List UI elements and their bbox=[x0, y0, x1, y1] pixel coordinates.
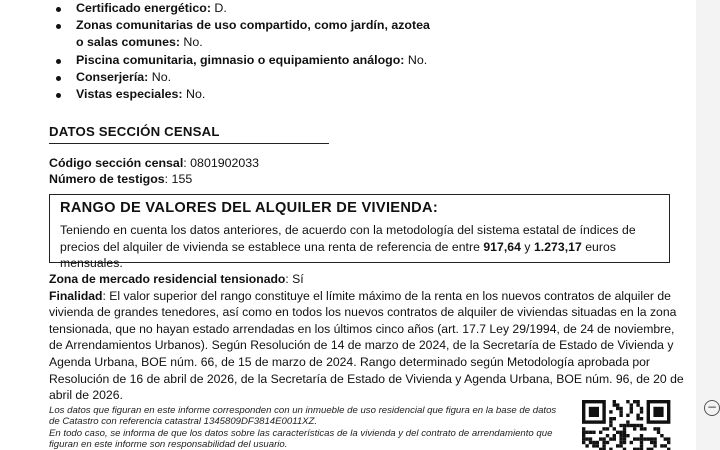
feature-label: Certificado energético: bbox=[76, 1, 211, 15]
qr-code-icon bbox=[582, 400, 672, 450]
list-item bbox=[56, 69, 436, 86]
census-data bbox=[49, 155, 259, 187]
footnote bbox=[49, 405, 569, 450]
purpose-text: : El valor superior del rango constituye el límite máximo de la renta en los nuevos contratos de alquiler de vivienda de grandes tenedores, así como en todos los nuevos contratos de alquiler de viviendas situadas en la zona tensionada, que no hayan estado arrendadas en los últimos cinco años (art. 17.7 Ley 29/1994, de 24 de noviembre, de Arrendamientos Urbanos). Según Resolución de 14 de marzo de 2024, de la Secretaría de Estado de Vivienda y Agenda Urbana, BOE núm. 66, de 15 de marzo de 2024. Rango determinado según Metodología aprobada por Resolución de 16 de abril de 2026, de la Secretaría de Estado de Vivienda y Agenda Urbana, BOE núm. 96, de 20 de abril de 2026. bbox=[49, 288, 684, 403]
rent-range-text-after: euros mensuales. bbox=[60, 239, 616, 271]
feature-label: Conserjería: bbox=[76, 69, 149, 84]
census-section-heading: DATOS SECCIÓN CENSAL bbox=[49, 124, 329, 144]
list-item bbox=[56, 52, 436, 69]
census-code-row bbox=[49, 155, 259, 171]
witnesses-row bbox=[49, 171, 259, 187]
market-section bbox=[49, 271, 689, 404]
witnesses-value: : 155 bbox=[164, 172, 193, 186]
census-code-value: : 0801902033 bbox=[183, 156, 260, 170]
tensioned-zone-label: Zona de mercado residencial tensionado bbox=[49, 272, 286, 286]
rent-range-text-middle: y bbox=[520, 239, 534, 254]
footnote-line-1: Los datos que figuran en este informe corresponden con un inmueble de uso residencial que figura en la base de datos de Catastro con referencia catastral 1345809DF3814E0011XZ. bbox=[49, 405, 557, 428]
census-code-label: Código sección censal bbox=[49, 156, 184, 170]
witnesses-label: Número de testigos bbox=[49, 172, 165, 186]
footnote-line-2: En todo caso, se informa de que los datos sobre las características de la vivienda y del contrato de arrendamiento que figuran en este informe son responsabilidad del usuario. bbox=[49, 427, 553, 450]
list-item bbox=[56, 17, 436, 51]
rent-range-title: RANGO DE VALORES DEL ALQUILER DE VIVIENDA: bbox=[60, 200, 439, 216]
feature-value: No. bbox=[404, 52, 428, 67]
list-item bbox=[56, 86, 436, 103]
rent-range-text-before: Teniendo en cuenta los datos anteriores, de acuerdo con la metodología del sistema estatal de índices de precios del alquiler de vivienda se establece una renta de referencia de entre bbox=[60, 223, 636, 254]
rent-max-value: 1.273,17 bbox=[533, 239, 582, 254]
viewer-scroll-strip[interactable] bbox=[696, 0, 720, 450]
feature-value: No. bbox=[179, 35, 203, 50]
feature-label: Zonas comunitarias de uso compartido, como jardín, azotea o salas comunes: bbox=[76, 18, 430, 50]
purpose-label: Finalidad bbox=[49, 288, 103, 303]
feature-label: Piscina comunitaria, gimnasio o equipamiento análogo: bbox=[76, 52, 405, 67]
zoom-out-icon[interactable]: − bbox=[704, 400, 720, 416]
rent-min-value: 917,64 bbox=[483, 239, 521, 254]
purpose-row bbox=[49, 288, 689, 404]
tensioned-zone-value: : Sí bbox=[285, 272, 304, 286]
rent-range-text bbox=[60, 222, 659, 272]
list-item bbox=[56, 0, 436, 17]
rent-range-box bbox=[49, 194, 670, 271]
features-list bbox=[56, 0, 436, 103]
feature-label: Vistas especiales: bbox=[76, 87, 183, 102]
tensioned-zone-row bbox=[49, 271, 689, 288]
feature-value: D. bbox=[210, 1, 227, 15]
feature-value: No. bbox=[148, 69, 172, 84]
feature-value: No. bbox=[182, 87, 206, 102]
